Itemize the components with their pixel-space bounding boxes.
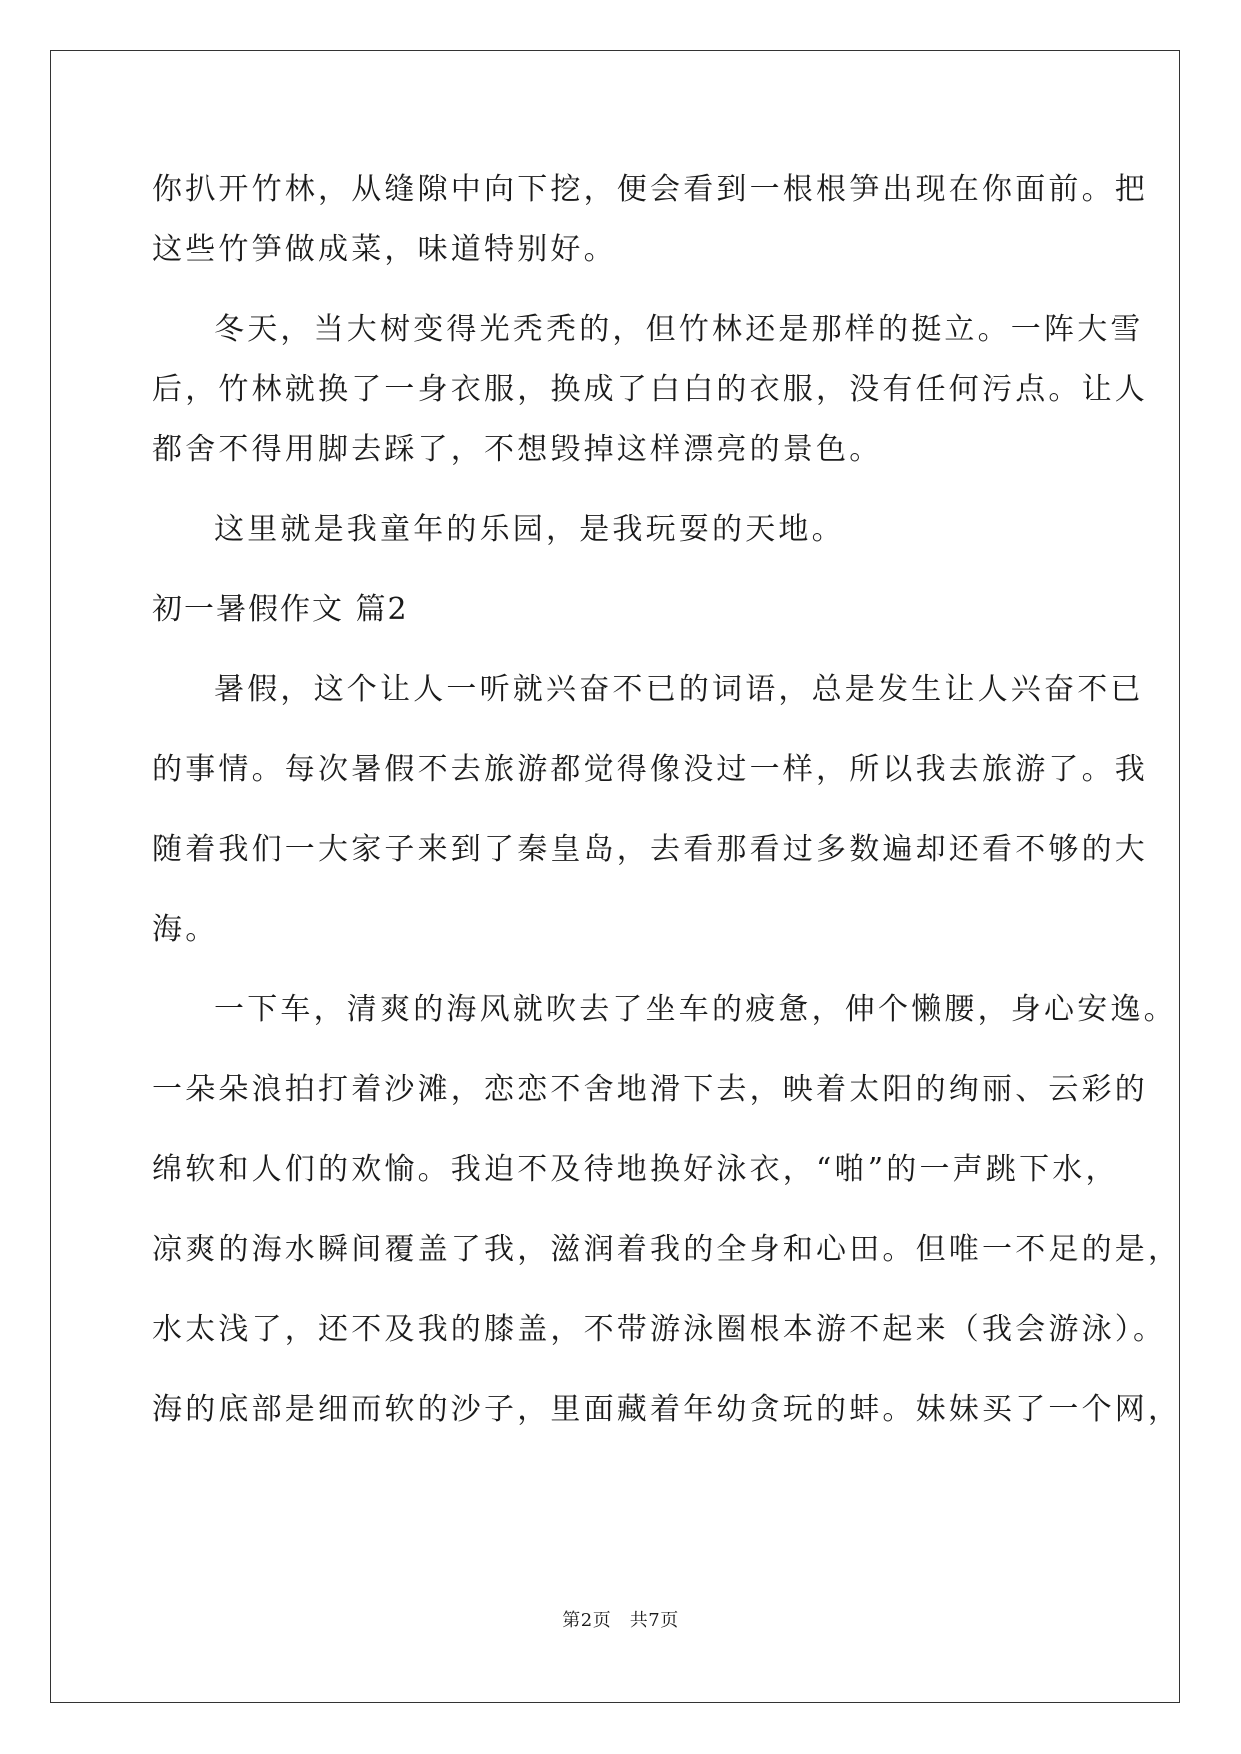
text-line: 这些竹笋做成菜，味道特别好。 <box>152 232 617 267</box>
text-line: 后，竹林就换了一身衣服，换成了白白的衣服，没有任何污点。让人 <box>152 372 1148 407</box>
text-line: 冬天，当大树变得光秃秃的，但竹林还是那样的挺立。一阵大雪 <box>214 312 1144 347</box>
text-line: 的事情。每次暑假不去旅游都觉得像没过一样，所以我去旅游了。我 <box>152 752 1148 787</box>
text-line: 随着我们一大家子来到了秦皇岛，去看那看过多数遍却还看不够的大 <box>152 832 1148 867</box>
text-line: 都舍不得用脚去踩了，不想毁掉这样漂亮的景色。 <box>152 432 883 467</box>
text-line: 海。 <box>152 912 219 947</box>
page-number-footer: 第2页 共7页 <box>562 1610 679 1631</box>
text-line: 一朵朵浪拍打着沙滩，恋恋不舍地滑下去，映着太阳的绚丽、云彩的 <box>152 1072 1148 1107</box>
text-line: 海的底部是细而软的沙子，里面藏着年幼贪玩的蚌。妹妹买了一个网， <box>152 1392 1182 1427</box>
text-line: 这里就是我童年的乐园，是我玩耍的天地。 <box>214 512 845 547</box>
text-line: 水太浅了，还不及我的膝盖，不带游泳圈根本游不起来（我会游泳）。 <box>152 1312 1167 1347</box>
page-border <box>50 50 1180 1703</box>
text-line: 暑假，这个让人一听就兴奋不已的词语，总是发生让人兴奋不已 <box>214 672 1144 707</box>
text-line: 一下车，清爽的海风就吹去了坐车的疲惫，伸个懒腰，身心安逸。 <box>214 992 1177 1027</box>
section-heading: 初一暑假作文 篇2 <box>152 592 409 627</box>
text-line: 绵软和人们的欢愉。我迫不及待地换好泳衣，“啪”的一声跳下水， <box>152 1152 1119 1187</box>
text-line: 你扒开竹林，从缝隙中向下挖，便会看到一根根笋出现在你面前。把 <box>152 172 1148 207</box>
text-line: 凉爽的海水瞬间覆盖了我，滋润着我的全身和心田。但唯一不足的是， <box>152 1232 1182 1267</box>
